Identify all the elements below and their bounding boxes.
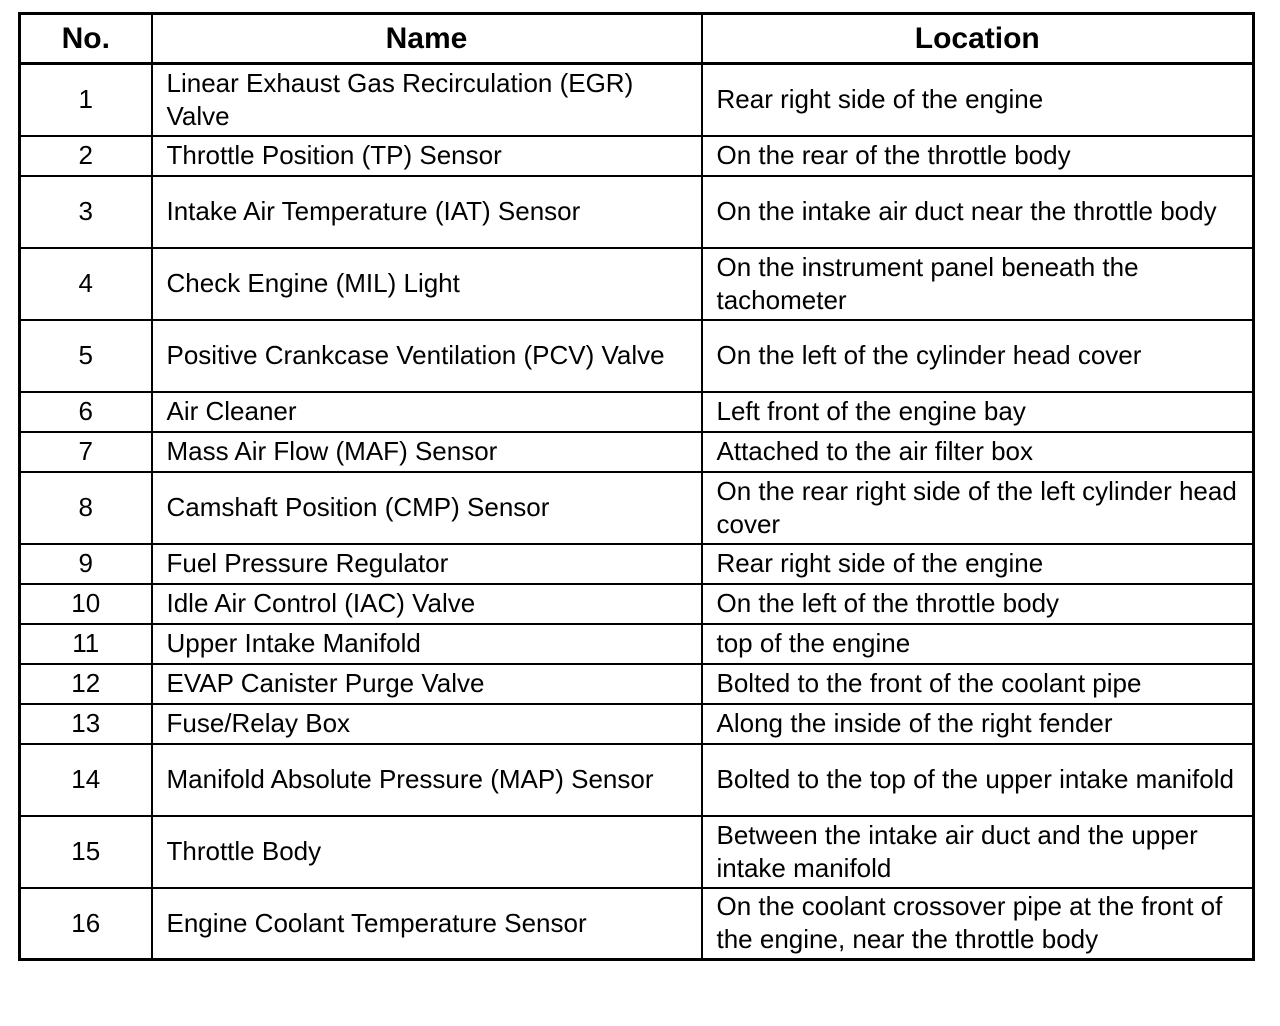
- component-name: Fuel Pressure Regulator: [152, 544, 702, 584]
- row-number: 4: [20, 248, 152, 320]
- component-name: Fuse/Relay Box: [152, 704, 702, 744]
- table-row: [20, 176, 1254, 248]
- component-location: On the rear right side of the left cylinder head cover: [702, 472, 1254, 544]
- component-name: Positive Crankcase Ventilation (PCV) Valve: [152, 320, 702, 392]
- row-number: 2: [20, 136, 152, 176]
- table-row: [20, 472, 1254, 544]
- component-name: Engine Coolant Temperature Sensor: [152, 888, 702, 960]
- table-header: [20, 14, 1254, 64]
- component-location: On the left of the cylinder head cover: [702, 320, 1254, 392]
- component-name: Mass Air Flow (MAF) Sensor: [152, 432, 702, 472]
- component-name: Throttle Body: [152, 816, 702, 888]
- component-name: Linear Exhaust Gas Recirculation (EGR) Valve: [152, 64, 702, 136]
- component-location: Along the inside of the right fender: [702, 704, 1254, 744]
- header-row: [20, 14, 1254, 64]
- component-name: Air Cleaner: [152, 392, 702, 432]
- row-number: 13: [20, 704, 152, 744]
- row-number: 14: [20, 744, 152, 816]
- row-number: 11: [20, 624, 152, 664]
- component-location: Between the intake air duct and the upper intake manifold: [702, 816, 1254, 888]
- component-name: Throttle Position (TP) Sensor: [152, 136, 702, 176]
- table-row: [20, 888, 1254, 960]
- row-number: 12: [20, 664, 152, 704]
- table-row: [20, 136, 1254, 176]
- header-location: Location: [702, 14, 1254, 64]
- component-location: Bolted to the front of the coolant pipe: [702, 664, 1254, 704]
- row-number: 10: [20, 584, 152, 624]
- row-number: 7: [20, 432, 152, 472]
- component-name: Upper Intake Manifold: [152, 624, 702, 664]
- header-no: No.: [20, 14, 152, 64]
- table-row: [20, 624, 1254, 664]
- row-number: 6: [20, 392, 152, 432]
- component-name: Intake Air Temperature (IAT) Sensor: [152, 176, 702, 248]
- row-number: 3: [20, 176, 152, 248]
- component-location: On the intake air duct near the throttle body: [702, 176, 1254, 248]
- table-row: [20, 584, 1254, 624]
- component-location: Left front of the engine bay: [702, 392, 1254, 432]
- component-location: Rear right side of the engine: [702, 64, 1254, 136]
- row-number: 16: [20, 888, 152, 960]
- component-location: Rear right side of the engine: [702, 544, 1254, 584]
- table-body: [20, 64, 1254, 960]
- row-number: 15: [20, 816, 152, 888]
- component-location: On the left of the throttle body: [702, 584, 1254, 624]
- component-location: On the instrument panel beneath the tachometer: [702, 248, 1254, 320]
- component-location-table: [18, 12, 1255, 961]
- component-name: Camshaft Position (CMP) Sensor: [152, 472, 702, 544]
- component-location: Attached to the air filter box: [702, 432, 1254, 472]
- row-number: 5: [20, 320, 152, 392]
- component-name: EVAP Canister Purge Valve: [152, 664, 702, 704]
- component-location: Bolted to the top of the upper intake manifold: [702, 744, 1254, 816]
- component-name: Check Engine (MIL) Light: [152, 248, 702, 320]
- header-name: Name: [152, 14, 702, 64]
- row-number: 8: [20, 472, 152, 544]
- table-row: [20, 248, 1254, 320]
- table-row: [20, 544, 1254, 584]
- component-location: top of the engine: [702, 624, 1254, 664]
- table-row: [20, 704, 1254, 744]
- table-row: [20, 320, 1254, 392]
- table-row: [20, 664, 1254, 704]
- component-location: On the coolant crossover pipe at the front of the engine, near the throttle body: [702, 888, 1254, 960]
- table-row: [20, 816, 1254, 888]
- table-row: [20, 392, 1254, 432]
- component-location: On the rear of the throttle body: [702, 136, 1254, 176]
- row-number: 9: [20, 544, 152, 584]
- component-name: Manifold Absolute Pressure (MAP) Sensor: [152, 744, 702, 816]
- table-row: [20, 744, 1254, 816]
- component-name: Idle Air Control (IAC) Valve: [152, 584, 702, 624]
- table-row: [20, 432, 1254, 472]
- row-number: 1: [20, 64, 152, 136]
- table-row: [20, 64, 1254, 136]
